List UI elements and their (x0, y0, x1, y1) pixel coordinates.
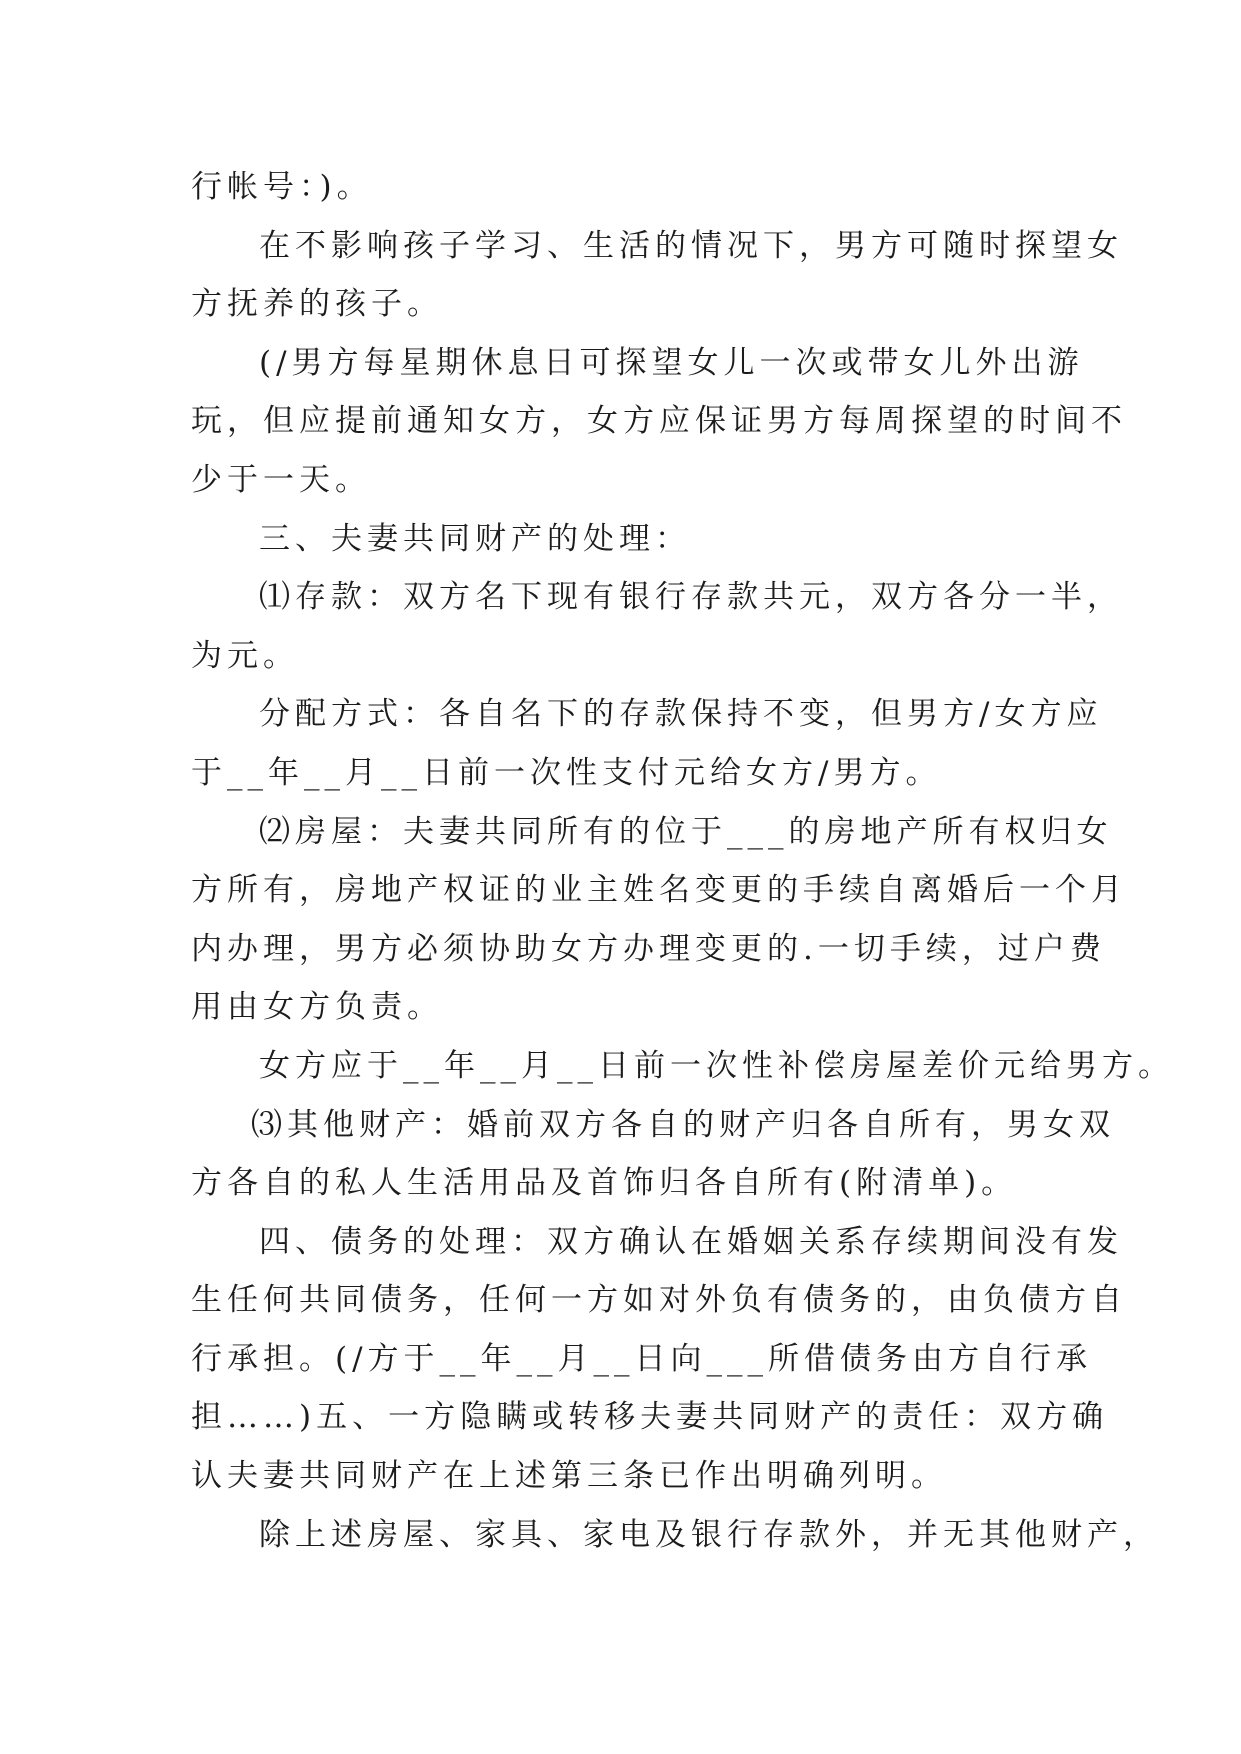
text-line: 方各自的私人生活用品及首饰归各自所有(附清单)。 (191, 1165, 1018, 1202)
text-line: 行承担。(/方于__年__月__日向___所借债务由方自行承 (191, 1340, 1093, 1377)
text-line: 为元。 (191, 637, 299, 674)
text-line: (/男方每星期休息日可探望女儿一次或带女儿外出游 (259, 344, 1084, 381)
text-line: 分配方式：各自名下的存款保持不变，但男方/女方应 (259, 696, 1103, 733)
text-line: 方抚养的孩子。 (191, 286, 443, 323)
text-line: 认夫妻共同财产在上述第三条已作出明确列明。 (191, 1458, 947, 1495)
text-line: 行帐号：)。 (191, 169, 373, 205)
text-line: 除上述房屋、家具、家电及银行存款外，并无其他财产， (259, 1516, 1159, 1553)
document-body (191, 158, 1174, 1564)
text-line: ⑶其他财产：婚前双方各自的财产归各自所有，男女双 (251, 1106, 1115, 1143)
text-line: 于__年__月__日前一次性支付元给女方/男方。 (191, 754, 942, 791)
text-line: 担……)五、一方隐瞒或转移夫妻共同财产的责任：双方确 (191, 1399, 1109, 1436)
text-line: 在不影响孩子学习、生活的情况下，男方可随时探望女 (259, 227, 1123, 264)
text-line: 方所有，房地产权证的业主姓名变更的手续自离婚后一个月 (191, 872, 1127, 909)
text-line: 女方应于__年__月__日前一次性补偿房屋差价元给男方。 (259, 1047, 1174, 1084)
section-heading: 三、夫妻共同财产的处理： (259, 520, 691, 557)
text-line: 用由女方负责。 (191, 989, 443, 1026)
text-line: ⑴存款：双方名下现有银行存款共元，双方各分一半， (259, 579, 1123, 616)
text-line: 内办理，男方必须协助女方办理变更的.一切手续，过户费 (191, 930, 1106, 967)
text-line: ⑵房屋：夫妻共同所有的位于___的房地产所有权归女 (259, 813, 1113, 850)
text-line: 生任何共同债务，任何一方如对外负有债务的，由负债方自 (191, 1282, 1127, 1319)
text-line: 少于一天。 (191, 461, 371, 498)
section-heading: 四、债务的处理：双方确认在婚姻关系存续期间没有发 (259, 1223, 1123, 1260)
text-line: 玩，但应提前通知女方，女方应保证男方每周探望的时间不 (191, 403, 1127, 440)
